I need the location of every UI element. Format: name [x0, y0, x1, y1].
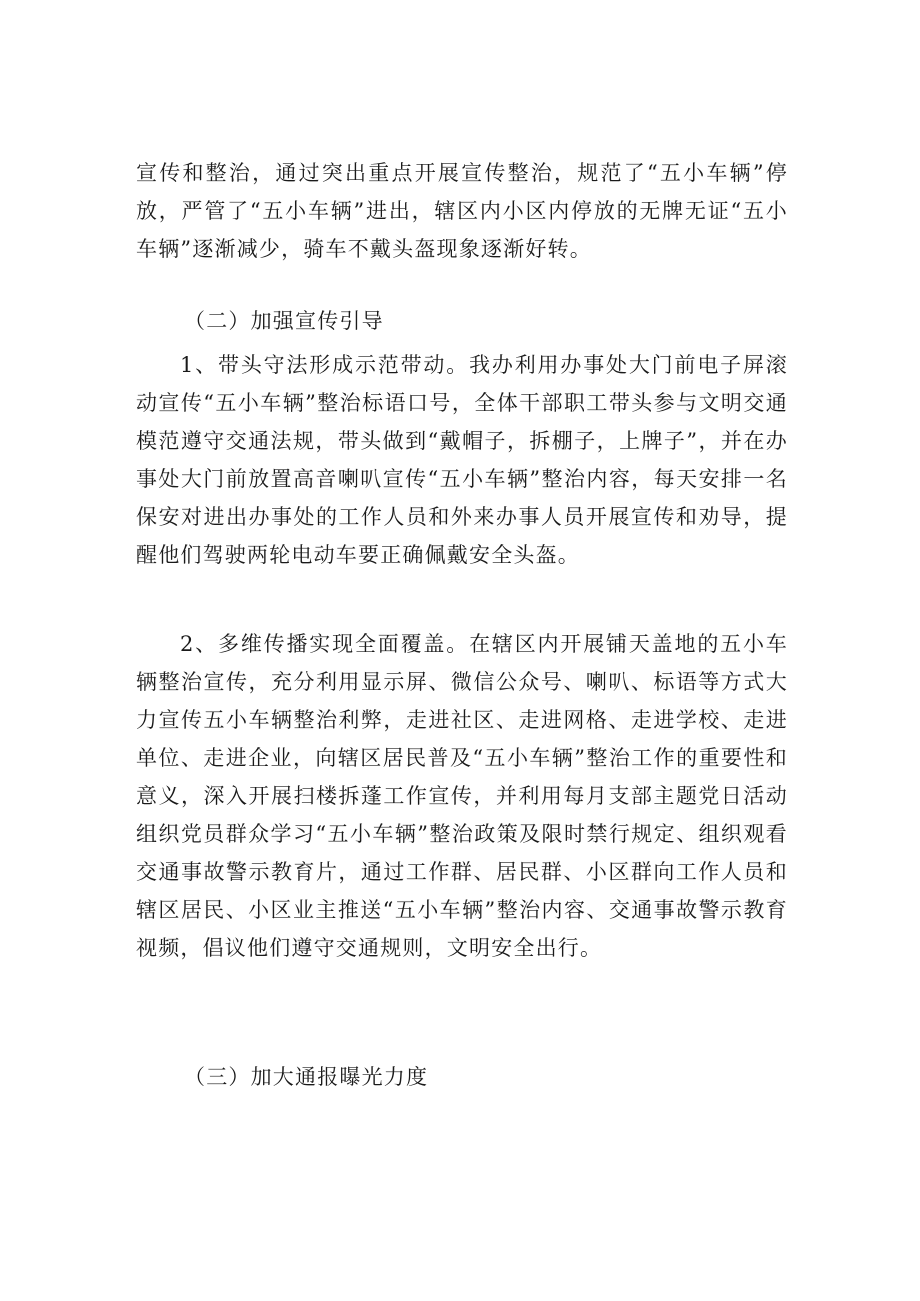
section-heading-3: （三）加大通报曝光力度 [184, 1065, 429, 1089]
paragraph-item-1: 1、带头守法形成示范带动。我办利用办事处大门前电子屏滚动宣传“五小车辆”整治标语口号，全体干部职工带头参与文明交通模范遵守交通法规，带头做到“戴帽子，拆棚子，上牌子”，并在办事处大门前放置高音喇叭宣传“五小车辆”整治内容，每天安排一名保安对进出办事处的工作人员和外来办事人员开展宣传和劝导，提醒他们驾驶两轮电动车要正确佩戴安全头盔。 [136, 353, 788, 567]
paragraph-continuation: 宣传和整治，通过突出重点开展宣传整治，规范了“五小车辆”停放，严管了“五小车辆”进出，辖区内小区内停放的无牌无证“五小车辆”逐渐减少，骑车不戴头盔现象逐渐好转。 [136, 161, 788, 261]
section-heading-2: （二）加强宣传引导 [184, 309, 384, 333]
paragraph-item-2: 2、多维传播实现全面覆盖。在辖区内开展铺天盖地的五小车辆整治宣传，充分利用显示屏、微信公众号、喇叭、标语等方式大力宣传五小车辆整治利弊，走进社区、走进网格、走进学校、走进单位、走进企业，向辖区居民普及“五小车辆”整治工作的重要性和意义，深入开展扫楼拆蓬工作宣传，并利用每月支部主题党日活动组织党员群众学习“五小车辆”整治政策及限时禁行规定、组织观看交通事故警示教育片，通过工作群、居民群、小区群向工作人员和辖区居民、小区业主推送“五小车辆”整治内容、交通事故警示教育视频，倡议他们遵守交通规则，文明安全出行。 [136, 632, 788, 960]
